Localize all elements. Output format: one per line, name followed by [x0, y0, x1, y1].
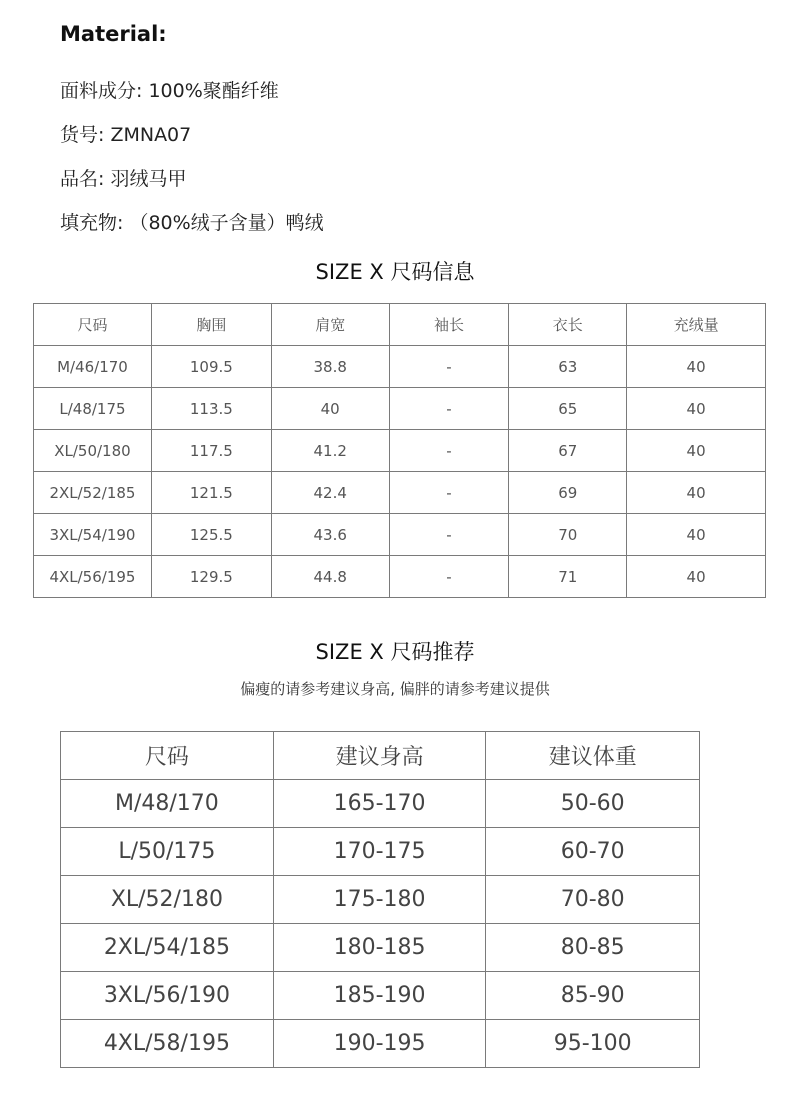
table-header-row — [34, 304, 766, 346]
table-cell: 41.2 — [271, 430, 389, 472]
table-row — [34, 388, 766, 430]
table-cell: 60-70 — [486, 828, 700, 876]
table-cell: 38.8 — [271, 346, 389, 388]
product-name: 品名: 羽绒马甲 — [60, 168, 187, 190]
size-info-title: SIZE X 尺码信息 — [315, 260, 475, 284]
table-cell: M/48/170 — [61, 780, 274, 828]
table-cell: 63 — [509, 346, 627, 388]
table-cell: 190-195 — [273, 1020, 486, 1068]
table-cell: 129.5 — [151, 556, 271, 598]
table-row — [34, 472, 766, 514]
table-cell: 4XL/58/195 — [61, 1020, 274, 1068]
table-cell: M/46/170 — [34, 346, 152, 388]
table-cell: 42.4 — [271, 472, 389, 514]
table-cell: 65 — [509, 388, 627, 430]
table-row — [34, 556, 766, 598]
table-cell: 121.5 — [151, 472, 271, 514]
size-recommend-table — [60, 731, 700, 1068]
table-row — [34, 430, 766, 472]
table-cell: 2XL/54/185 — [61, 924, 274, 972]
table-cell: 175-180 — [273, 876, 486, 924]
table-cell: - — [389, 472, 509, 514]
table-cell: 109.5 — [151, 346, 271, 388]
table-cell: 3XL/54/190 — [34, 514, 152, 556]
column-header: 衣长 — [509, 304, 627, 346]
table-cell: 125.5 — [151, 514, 271, 556]
table-row — [61, 780, 700, 828]
table-cell: 40 — [627, 556, 766, 598]
column-header: 肩宽 — [271, 304, 389, 346]
table-cell: 40 — [627, 388, 766, 430]
table-cell: XL/50/180 — [34, 430, 152, 472]
table-cell: 113.5 — [151, 388, 271, 430]
table-cell: 80-85 — [486, 924, 700, 972]
table-row — [61, 1020, 700, 1068]
table-cell: 43.6 — [271, 514, 389, 556]
table-cell: 2XL/52/185 — [34, 472, 152, 514]
table-row — [34, 346, 766, 388]
table-cell: 85-90 — [486, 972, 700, 1020]
table-row — [61, 972, 700, 1020]
table-cell: 40 — [627, 514, 766, 556]
table-cell: 165-170 — [273, 780, 486, 828]
item-number: 货号: ZMNA07 — [60, 124, 192, 146]
table-row — [61, 924, 700, 972]
table-cell: - — [389, 556, 509, 598]
table-cell: 40 — [271, 388, 389, 430]
size-recommend-title: SIZE X 尺码推荐 — [315, 640, 475, 664]
table-row — [61, 876, 700, 924]
table-cell: - — [389, 430, 509, 472]
table-cell: 170-175 — [273, 828, 486, 876]
table-cell: 180-185 — [273, 924, 486, 972]
table-cell: - — [389, 388, 509, 430]
table-cell: 40 — [627, 472, 766, 514]
table-cell: 69 — [509, 472, 627, 514]
column-header: 袖长 — [389, 304, 509, 346]
table-cell: 44.8 — [271, 556, 389, 598]
table-cell: 95-100 — [486, 1020, 700, 1068]
table-cell: XL/52/180 — [61, 876, 274, 924]
table-cell: 3XL/56/190 — [61, 972, 274, 1020]
table-cell: 71 — [509, 556, 627, 598]
table-cell: 40 — [627, 430, 766, 472]
table-cell: - — [389, 346, 509, 388]
size-info-table — [33, 303, 766, 598]
table-header-row — [61, 732, 700, 780]
table-cell: 70 — [509, 514, 627, 556]
table-cell: 50-60 — [486, 780, 700, 828]
table-cell: 40 — [627, 346, 766, 388]
column-header: 尺码 — [61, 732, 274, 780]
table-cell: L/50/175 — [61, 828, 274, 876]
table-cell: 185-190 — [273, 972, 486, 1020]
fabric-composition: 面料成分: 100%聚酯纤维 — [60, 80, 279, 102]
filling: 填充物: （80%绒子含量）鸭绒 — [60, 212, 324, 234]
size-recommend-subtitle: 偏瘦的请参考建议身高, 偏胖的请参考建议提供 — [240, 680, 550, 698]
column-header: 胸围 — [151, 304, 271, 346]
table-cell: 67 — [509, 430, 627, 472]
table-cell: - — [389, 514, 509, 556]
column-header: 充绒量 — [627, 304, 766, 346]
column-header: 建议体重 — [486, 732, 700, 780]
material-title: Material: — [60, 22, 167, 46]
table-cell: L/48/175 — [34, 388, 152, 430]
table-row — [34, 514, 766, 556]
table-cell: 4XL/56/195 — [34, 556, 152, 598]
table-row — [61, 828, 700, 876]
table-cell: 70-80 — [486, 876, 700, 924]
column-header: 建议身高 — [273, 732, 486, 780]
column-header: 尺码 — [34, 304, 152, 346]
table-cell: 117.5 — [151, 430, 271, 472]
